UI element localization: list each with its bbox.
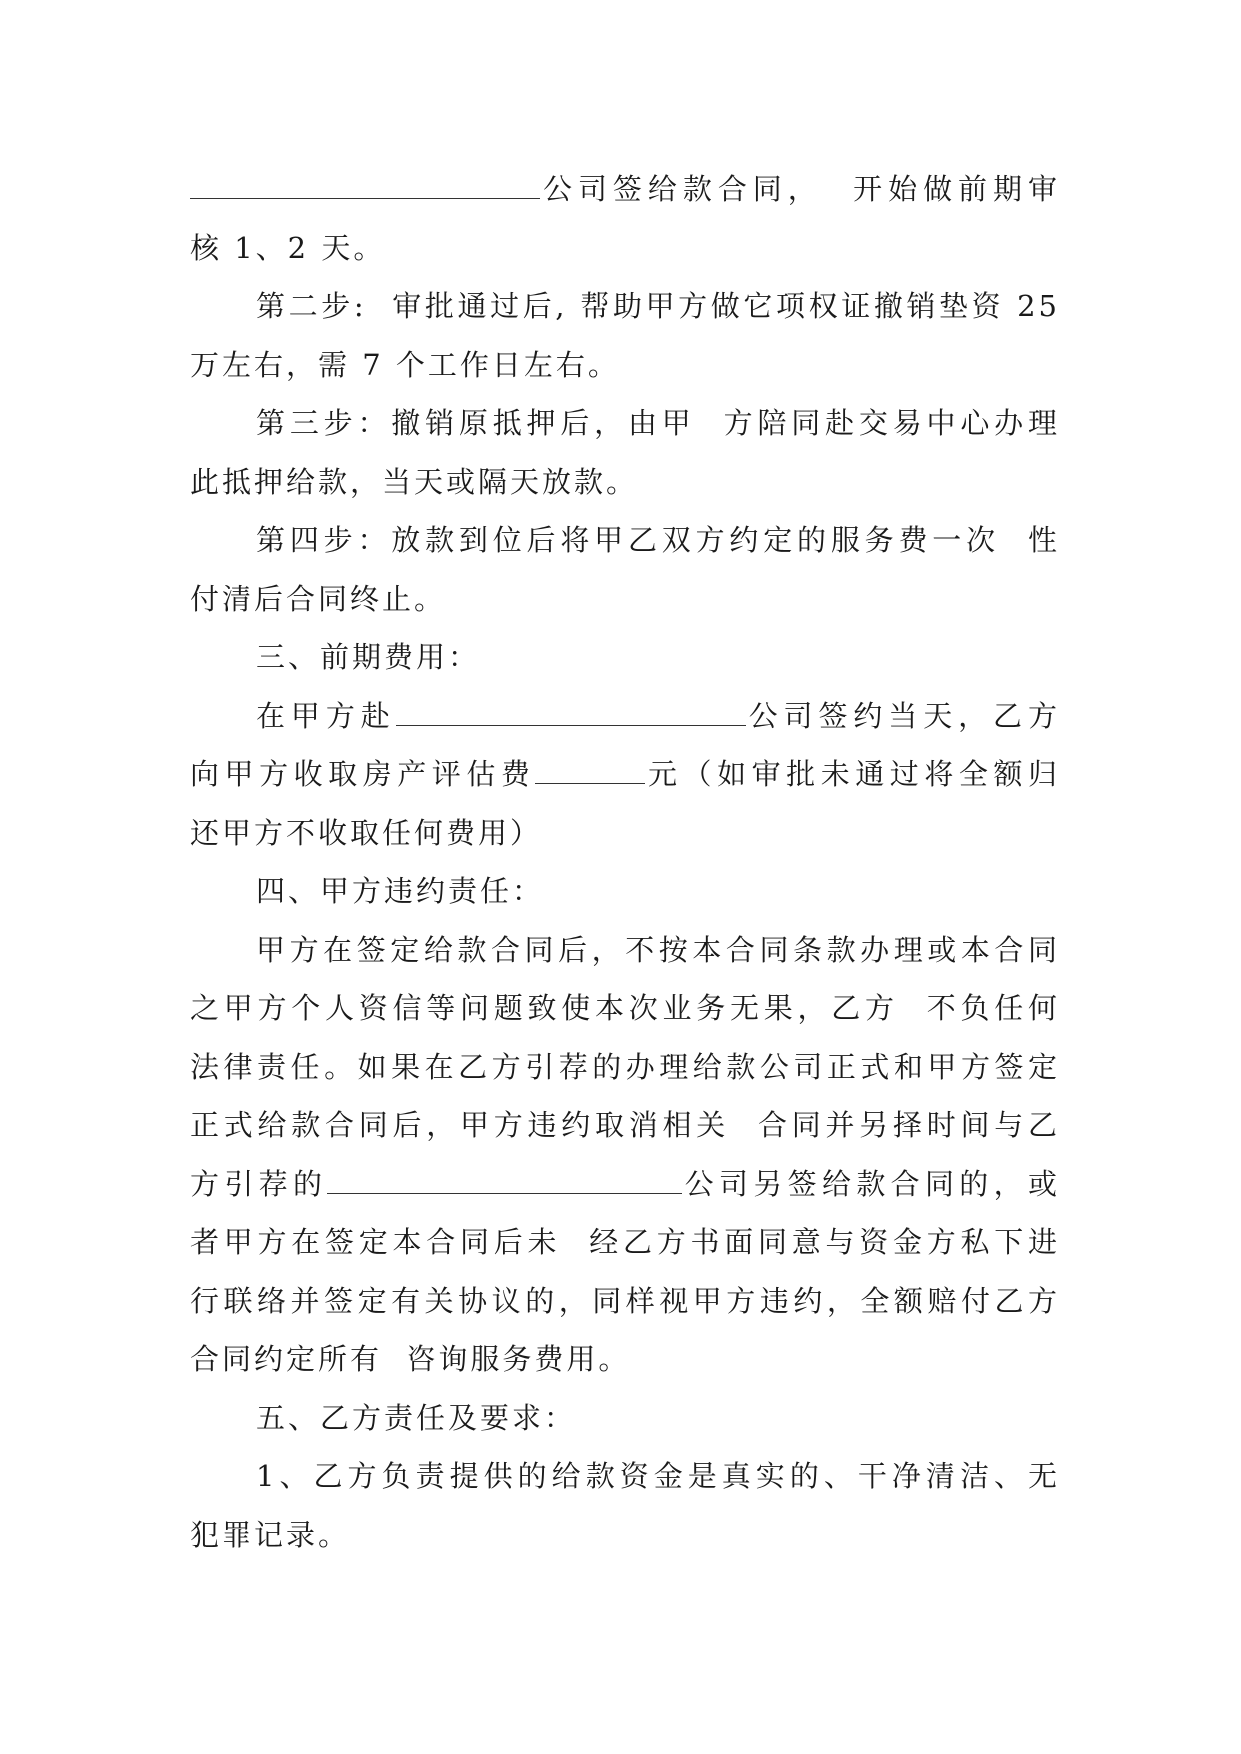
line-prefix-text: 向甲方收取房产评估费 (190, 757, 536, 791)
document-line (190, 394, 1060, 453)
document-line (190, 628, 1060, 687)
fill-in-blank (327, 1159, 682, 1194)
document-body (190, 160, 1060, 1564)
document-line (190, 1213, 1060, 1272)
line-text: 公司另签给款合同的，或 (682, 1166, 1060, 1201)
document-line (190, 219, 1060, 278)
document-line (190, 336, 1060, 395)
line-text: 万左右，需 7 个工作日左右。 (190, 347, 620, 382)
document-line (190, 979, 1060, 1038)
document-line (190, 804, 1060, 863)
document-line (190, 1155, 1060, 1214)
line-text: 核 1、2 天。 (190, 230, 386, 265)
line-text: 甲方在签定给款合同后，不按本合同条款办理或本合同 (256, 932, 1060, 967)
document-line (190, 1447, 1060, 1506)
document-line (190, 862, 1060, 921)
line-text: 正式给款合同后，甲方违约取消相关 合同并另择时间与乙 (190, 1108, 1060, 1142)
line-text: 元（如审批未通过将全额归 (645, 757, 1060, 791)
line-text: 公司签给款合同， 开始做前期审 (540, 172, 1060, 206)
line-text: 法律责任。如果在乙方引荐的办理给款公司正式和甲方签定 (190, 1049, 1060, 1084)
line-text: 公司签约当天，乙方 (745, 698, 1060, 733)
line-text: 之甲方个人资信等问题致使本次业务无果，乙方 不负任何 (190, 991, 1060, 1025)
fill-in-blank (190, 164, 540, 199)
document-line (190, 921, 1060, 980)
line-prefix-text: 在甲方赴 (256, 698, 396, 733)
document-line (190, 160, 1060, 219)
document-line (190, 1389, 1060, 1448)
line-text: 五、乙方责任及要求： (256, 1400, 577, 1435)
line-text: 还甲方不收取任何费用） (190, 815, 543, 850)
line-text: 合同约定所有 咨询服务费用。 (190, 1342, 631, 1376)
line-text: 第二步: 审批通过后, 帮助甲方做它项权证撤销垫资 25 (256, 289, 1060, 323)
line-text: 1、乙方负责提供的给款资金是真实的、干净清洁、无 (256, 1459, 1060, 1493)
document-line (190, 570, 1060, 629)
line-text: 行联络并签定有关协议的，同样视甲方违约，全额赔付乙方 (190, 1283, 1060, 1318)
fill-in-blank (535, 749, 645, 784)
line-text: 三、前期费用： (256, 640, 481, 674)
line-text: 第四步：放款到位后将甲乙双方约定的服务费一次 性 (256, 523, 1060, 557)
line-text: 犯罪记录。 (190, 1517, 351, 1552)
document-line (190, 1330, 1060, 1389)
line-text: 四、甲方违约责任： (256, 874, 545, 908)
document-line (190, 453, 1060, 512)
line-text: 付清后合同终止。 (190, 581, 447, 616)
document-line (190, 687, 1060, 746)
line-text: 此抵押给款，当天或隔天放款。 (190, 464, 639, 499)
document-line (190, 277, 1060, 336)
document-line (190, 1096, 1060, 1155)
document-line (190, 745, 1060, 804)
line-text: 第三步：撤销原抵押后，由甲 方陪同赴交易中心办理 (256, 406, 1060, 440)
document-line (190, 1506, 1060, 1565)
document-line (190, 1272, 1060, 1331)
line-prefix-text: 方引荐的 (190, 1166, 328, 1201)
line-text: 者甲方在签定本合同后未 经乙方书面同意与资金方私下进 (190, 1225, 1060, 1259)
document-line (190, 1038, 1060, 1097)
fill-in-blank (396, 691, 746, 726)
document-line (190, 511, 1060, 570)
